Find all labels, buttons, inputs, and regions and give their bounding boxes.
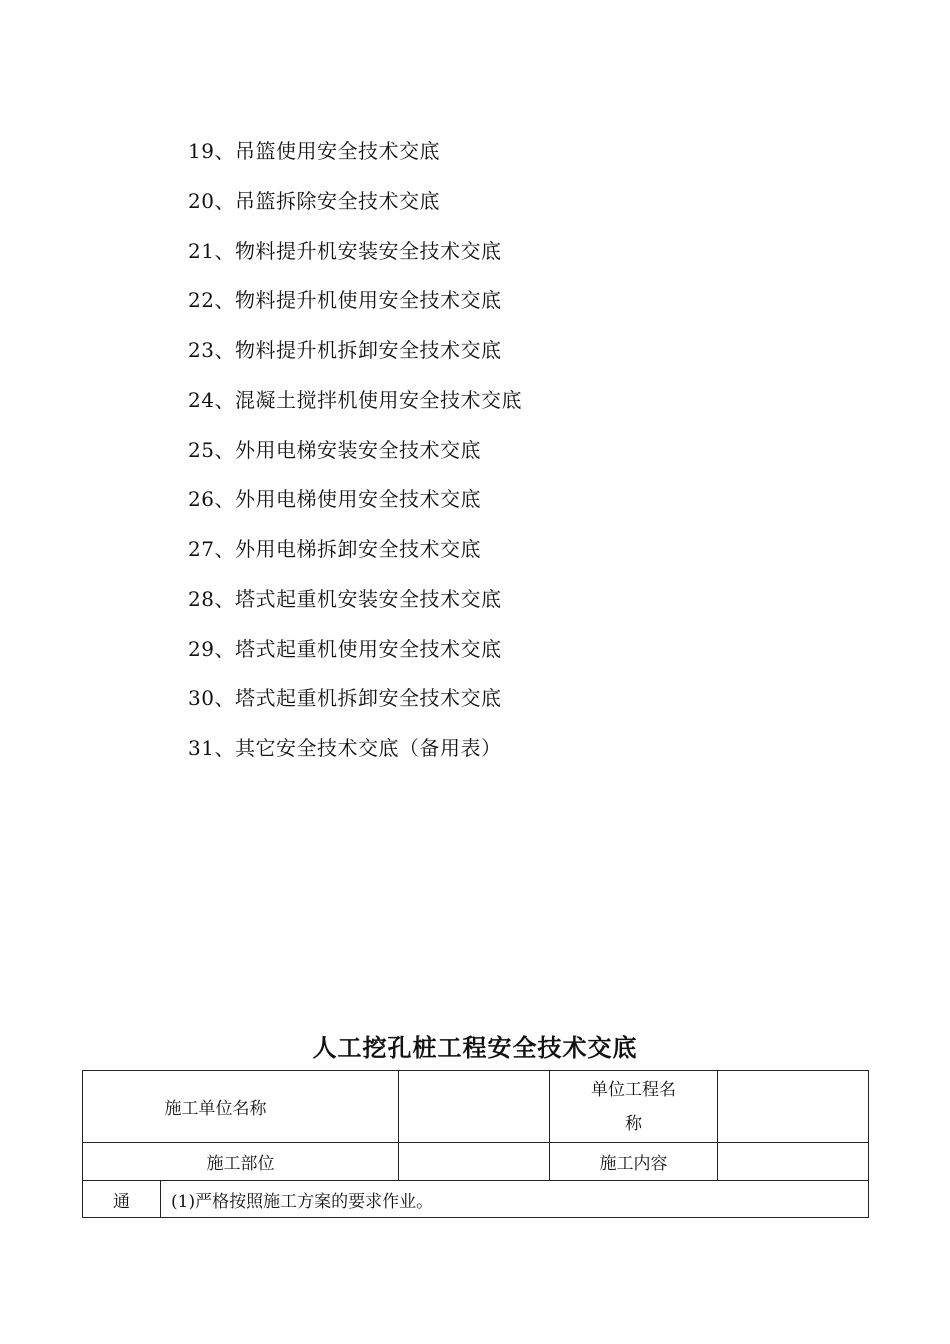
project-name-label-line1: 单位工程名 [591, 1079, 676, 1100]
toc-item: 28、塔式起重机安装安全技术交底 [188, 586, 502, 611]
construction-location-label: 施工部位 [83, 1143, 399, 1181]
toc-item: 20、吊篮拆除安全技术交底 [188, 188, 440, 213]
project-name-value[interactable] [718, 1071, 869, 1143]
toc-item: 29、塔式起重机使用安全技术交底 [188, 636, 502, 661]
construction-location-value[interactable] [399, 1143, 550, 1181]
toc-item: 21、物料提升机安装安全技术交底 [188, 238, 502, 263]
project-name-label [550, 1071, 718, 1143]
toc-item: 24、混凝土搅拌机使用安全技术交底 [188, 387, 522, 412]
form-row-unit [83, 1071, 869, 1143]
toc-item: 22、物料提升机使用安全技术交底 [188, 288, 502, 313]
construction-content-value[interactable] [718, 1143, 869, 1181]
toc-item: 26、外用电梯使用安全技术交底 [188, 487, 481, 512]
toc-item: 31、其它安全技术交底（备用表） [188, 736, 502, 760]
form-row-location [83, 1143, 869, 1181]
toc-list [188, 134, 788, 781]
general-section-label: 通 [83, 1181, 161, 1218]
form-title: 人工挖孔桩工程安全技术交底 [312, 1033, 638, 1062]
disclosure-form-table [82, 1070, 869, 1218]
toc-item: 25、外用电梯安装安全技术交底 [188, 437, 481, 462]
toc-item: 23、物料提升机拆卸安全技术交底 [188, 338, 502, 362]
general-clause-text: (1)严格按照施工方案的要求作业。 [161, 1181, 869, 1218]
construction-unit-label: 施工单位名称 [83, 1071, 399, 1143]
toc-item: 27、外用电梯拆卸安全技术交底 [188, 537, 481, 561]
form-row-general [83, 1181, 869, 1218]
construction-unit-value[interactable] [399, 1071, 550, 1143]
toc-item: 19、吊篮使用安全技术交底 [188, 139, 440, 163]
construction-content-label: 施工内容 [550, 1143, 718, 1181]
project-name-label-line2: 称 [625, 1113, 642, 1134]
toc-item: 30、塔式起重机拆卸安全技术交底 [188, 686, 502, 711]
